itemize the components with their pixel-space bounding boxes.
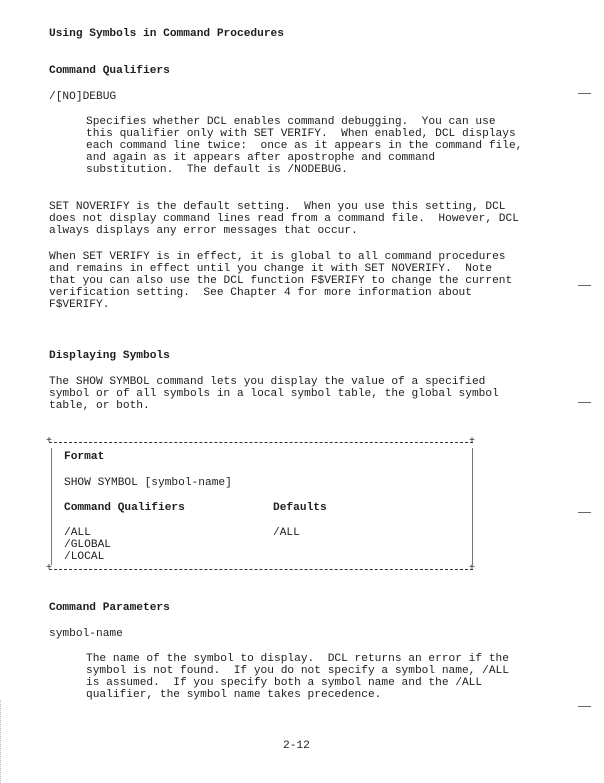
text-line: table, or both. — [49, 400, 150, 412]
running-header: Using Symbols in Command Procedures — [49, 28, 284, 40]
qualifier-item: /ALL — [64, 527, 91, 539]
text-line: that you can also use the DCL function F$VERIFY to change the current — [49, 275, 513, 287]
text-line: F$VERIFY. — [49, 299, 110, 311]
margin-mark — [578, 402, 591, 403]
column-header-qualifiers: Command Qualifiers — [64, 502, 185, 514]
scan-edge — [0, 700, 1, 783]
box-corner: + — [46, 436, 53, 447]
qualifier-item: /GLOBAL — [64, 539, 111, 551]
section-heading-command-qualifiers: Command Qualifiers — [49, 65, 170, 77]
text-line: SET NOVERIFY is the default setting. When you use this setting, DCL — [49, 201, 506, 213]
box-left-border — [51, 448, 52, 565]
text-line: is assumed. If you specify both a symbol name and the /ALL — [86, 677, 483, 689]
text-line: symbol or of all symbols in a local symbol table, the global symbol — [49, 388, 499, 400]
default-item: /ALL — [273, 527, 300, 539]
parameter-name: symbol-name — [49, 628, 123, 640]
margin-mark — [578, 285, 591, 286]
box-corner: + — [46, 563, 53, 574]
qualifier-item: /LOCAL — [64, 551, 105, 563]
box-top-border — [49, 442, 473, 445]
page-number: 2-12 — [283, 740, 310, 752]
text-line: Specifies whether DCL enables command debugging. You can use — [86, 116, 496, 128]
text-line: qualifier, the symbol name takes precedence. — [86, 689, 382, 701]
box-bottom-border — [49, 569, 473, 572]
text-line: and again as it appears after apostrophe and command — [86, 152, 436, 164]
column-header-defaults: Defaults — [273, 502, 327, 514]
margin-mark — [578, 93, 591, 94]
box-corner: + — [469, 563, 476, 574]
text-line: verification setting. See Chapter 4 for more information about — [49, 287, 472, 299]
section-heading-displaying-symbols: Displaying Symbols — [49, 350, 170, 362]
text-line: symbol is not found. If you do not specify a symbol name, /ALL — [86, 665, 509, 677]
box-corner: + — [469, 436, 476, 447]
text-line: this qualifier only with SET VERIFY. When enabled, DCL displays — [86, 128, 516, 140]
text-line: The SHOW SYMBOL command lets you display the value of a specified — [49, 376, 486, 388]
text-line: does not display command lines read from a command file. However, DCL — [49, 213, 519, 225]
text-line: and remains in effect until you change it with SET NOVERIFY. Note — [49, 263, 493, 275]
section-heading-command-parameters: Command Parameters — [49, 602, 170, 614]
text-line: substitution. The default is /NODEBUG. — [86, 164, 348, 176]
qualifier-name: /[NO]DEBUG — [49, 91, 117, 103]
text-line: When SET VERIFY is in effect, it is global to all command procedures — [49, 251, 506, 263]
margin-mark — [578, 706, 591, 707]
text-line: The name of the symbol to display. DCL returns an error if the — [86, 653, 509, 665]
text-line: each command line twice: once as it appears in the command file, — [86, 140, 523, 152]
margin-mark — [578, 512, 591, 513]
format-title: Format — [64, 451, 105, 463]
format-syntax: SHOW SYMBOL [symbol-name] — [64, 477, 232, 489]
text-line: always displays any error messages that occur. — [49, 225, 358, 237]
box-right-border — [472, 448, 473, 565]
